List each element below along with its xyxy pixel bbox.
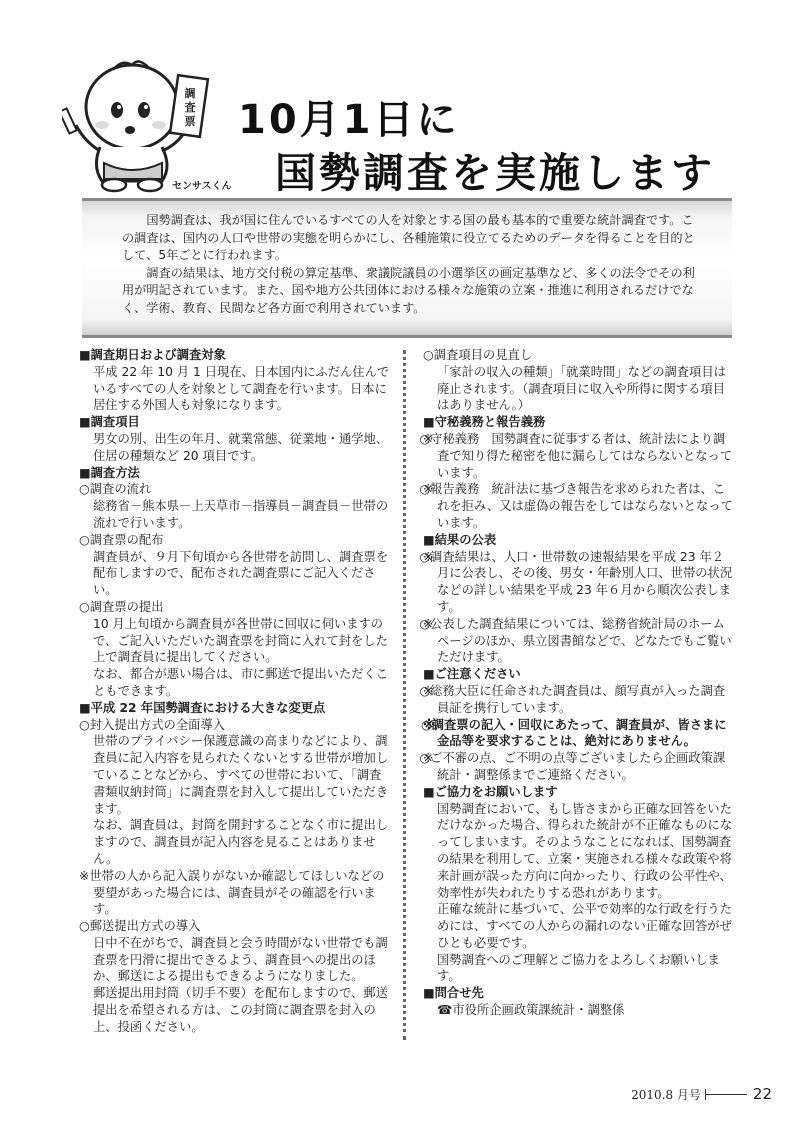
census-mascot-illustration [62, 55, 242, 195]
results-text-2: ※ ○公表した調査結果については、総務省統計局のホームページのほか、県立図書館などで、どなたでもご覧いただけます。 [423, 616, 733, 666]
envelope-text-1: 世帯のプライバシー保護意識の高まりなどにより、調査員に記入内容を見られたくないとする世帯が増加していることなどから、すべての世帯において、「調査書類収納封筒」に調査票を封入して提出していただきます。 [93, 734, 389, 816]
caution-text-1: ※ ○総務大臣に任命された調査員は、顔写真が入った調査員証を携行しています。 [423, 683, 733, 717]
distribution-title: ○ 調査票の配布 [79, 532, 391, 549]
report-text: ※ ○報告義務 統計法に基づき報告を求められた者は、これを拒み、又は虚偽の報告をしてはならないとなっています。 [423, 481, 733, 531]
issue-label: 2010.8 月号 [631, 1087, 701, 1102]
submission-text-2: なお、都合が悪い場合は、市に郵送で提出いただくこともできます。 [93, 667, 389, 698]
secrecy-text: ※ ○守秘義務 国勢調査に従事する者は、統計法により調査で知り得た秘密を他に漏らしてはならないとなっています。 [423, 431, 733, 481]
mail-text-2: 郵送提出用封筒（切手不要）を配布しますので、郵送提出を希望される方は、この封筒に調査票を封入の上、投函ください。 [93, 986, 388, 1034]
svg-text:調: 調 [184, 87, 196, 100]
heading-period: ■ 調査期日および調査対象 [79, 347, 391, 364]
distribution-text: 調査員が、９月下旬頃から各世帯を訪問し、調査票を配布しますので、配布された調査票にご記入ください。 [93, 549, 389, 598]
flow-text: 総務省－熊本県－上天草市－指導員－調査員－世帯の流れで行います。 [93, 499, 389, 530]
page-number: 22 [752, 1085, 772, 1103]
svg-text:票: 票 [184, 115, 196, 128]
caution-text-3: ※ ○ご不審の点、ご不明の点等ございましたら企画政策課統計・調整係までご連絡ください。 [423, 750, 733, 784]
page-title-line1: 10月1日に [238, 97, 460, 143]
items-text: 男女の別、出生の年月、就業常態、従業地・通学地、住居の種類など 20 項目です。 [93, 431, 389, 463]
heading-duty: ■ 守秘義務と報告義務 [423, 414, 733, 431]
heading-changes: ■ 平成 22 年国勢調査における大きな変更点 [79, 700, 391, 717]
heading-request: ■ ご協力をお願いします [423, 784, 733, 801]
submission-text-1: 10 月上旬頃から調査員が各世帯に回収に伺いますので、ご記入いただいた調査票を封筒に入れて封をした上で調査員に提出してください。 [93, 616, 388, 665]
review-text: 「家計の収入の種類」「就業時間」などの調査項目は廃止されます。（調査項目に収入や所得に関する項目はありません。） [437, 364, 726, 413]
footer-rule [705, 1094, 747, 1095]
svg-text:センサスくん: センサスくん [172, 181, 232, 192]
caution-text-2: ※ ○調査票の記入・回収にあたって、調査員が、皆さまに金品等を要求することは、絶対にありません。 [423, 717, 733, 751]
request-text-1: 国勢調査において、もし皆さまから正確な回答をいただけなかった場合、得られた統計が不正確なものになってしまいます。そのようなことになれば、国勢調査の結果を利用して、立案・実施される様々な政策や将来計画が誤った方向に向かったり、行政の公平性や、効率性が失われたりする恐れがあります。 [437, 801, 733, 900]
intro-paragraph-2: 調査の結果は、地方交付税の算定基準、衆議院議員の小選挙区の画定基準など、多くの法令でその利用が明記されています。また、国や地方公共団体における様々な施策の立案・推進に利用されるだけでなく、学術、教育、民間など各方面で利用されています。 [122, 265, 695, 315]
left-column [79, 347, 391, 1036]
page-footer [631, 1085, 772, 1103]
envelope-note: ※ 世帯の人から記入誤りがないか確認してほしいなどの要望があった場合には、調査員がその確認を行います。 [79, 868, 391, 918]
heading-method: ■ 調査方法 [79, 465, 391, 482]
heading-results: ■ 結果の公表 [423, 532, 733, 549]
heading-contact: ■ 問合せ先 [423, 985, 733, 1002]
request-text-3: 国勢調査へのご理解とご協力をよろしくお願いします。 [437, 952, 720, 984]
contact-text: ☎市役所企画政策課統計・調整係 [437, 1003, 625, 1018]
review-title: ○ 調査項目の見直し [423, 347, 733, 364]
period-text: 平成 22 年 10 月 1 日現在、日本国内にふだん住んでいるすべての人を対象として調査を行います。日本に居住する外国人も対象になります。 [93, 364, 390, 413]
intro-box [82, 198, 732, 338]
page-title-line2: 国勢調査を実施します [275, 149, 715, 197]
column-divider [403, 350, 406, 1040]
right-column [419, 347, 733, 1019]
envelope-text-2: なお、調査員は、封筒を開封することなく市に提出しますので、調査員が記入内容を見ることはありません。 [93, 818, 389, 866]
results-text-1: ※ ○調査結果は、人口・世帯数の速報結果を平成 23 年２月に公表し、その後、男女・年齢別人口、世帯の状況などの詳しい結果を平成 23 年６月から順次公表します。 [423, 549, 733, 616]
submission-title: ○ 調査票の提出 [79, 599, 391, 616]
mail-title: ○ 郵送提出方式の導入 [79, 918, 391, 935]
intro-paragraph-1: 国勢調査は、我が国に住んでいるすべての人を対象とする国の最も基本的で重要な統計調査です。この調査は、国内の人口や世帯の実態を明らかにし、各種施策に役立てるためのデータを得ることを目的として、5年ごとに行われます。 [122, 213, 695, 262]
mail-text-1: 日中不在がちで、調査員と会う時間がない世帯でも調査票を円滑に提出できるよう、調査員への提出のほか、郵送による提出もできるようになりました。 [93, 935, 388, 984]
heading-items: ■ 調査項目 [79, 414, 391, 431]
heading-caution: ■ ご注意ください [423, 666, 733, 683]
envelope-title: ○ 封入提出方式の全面導入 [79, 717, 391, 734]
flow-title: ○ 調査の流れ [79, 481, 391, 498]
svg-text:査: 査 [184, 101, 196, 114]
request-text-2: 正確な統計に基づいて、公平で効率的な行政を行うためには、すべての人からの漏れのない正確な回答がぜひとも必要です。 [437, 902, 732, 950]
